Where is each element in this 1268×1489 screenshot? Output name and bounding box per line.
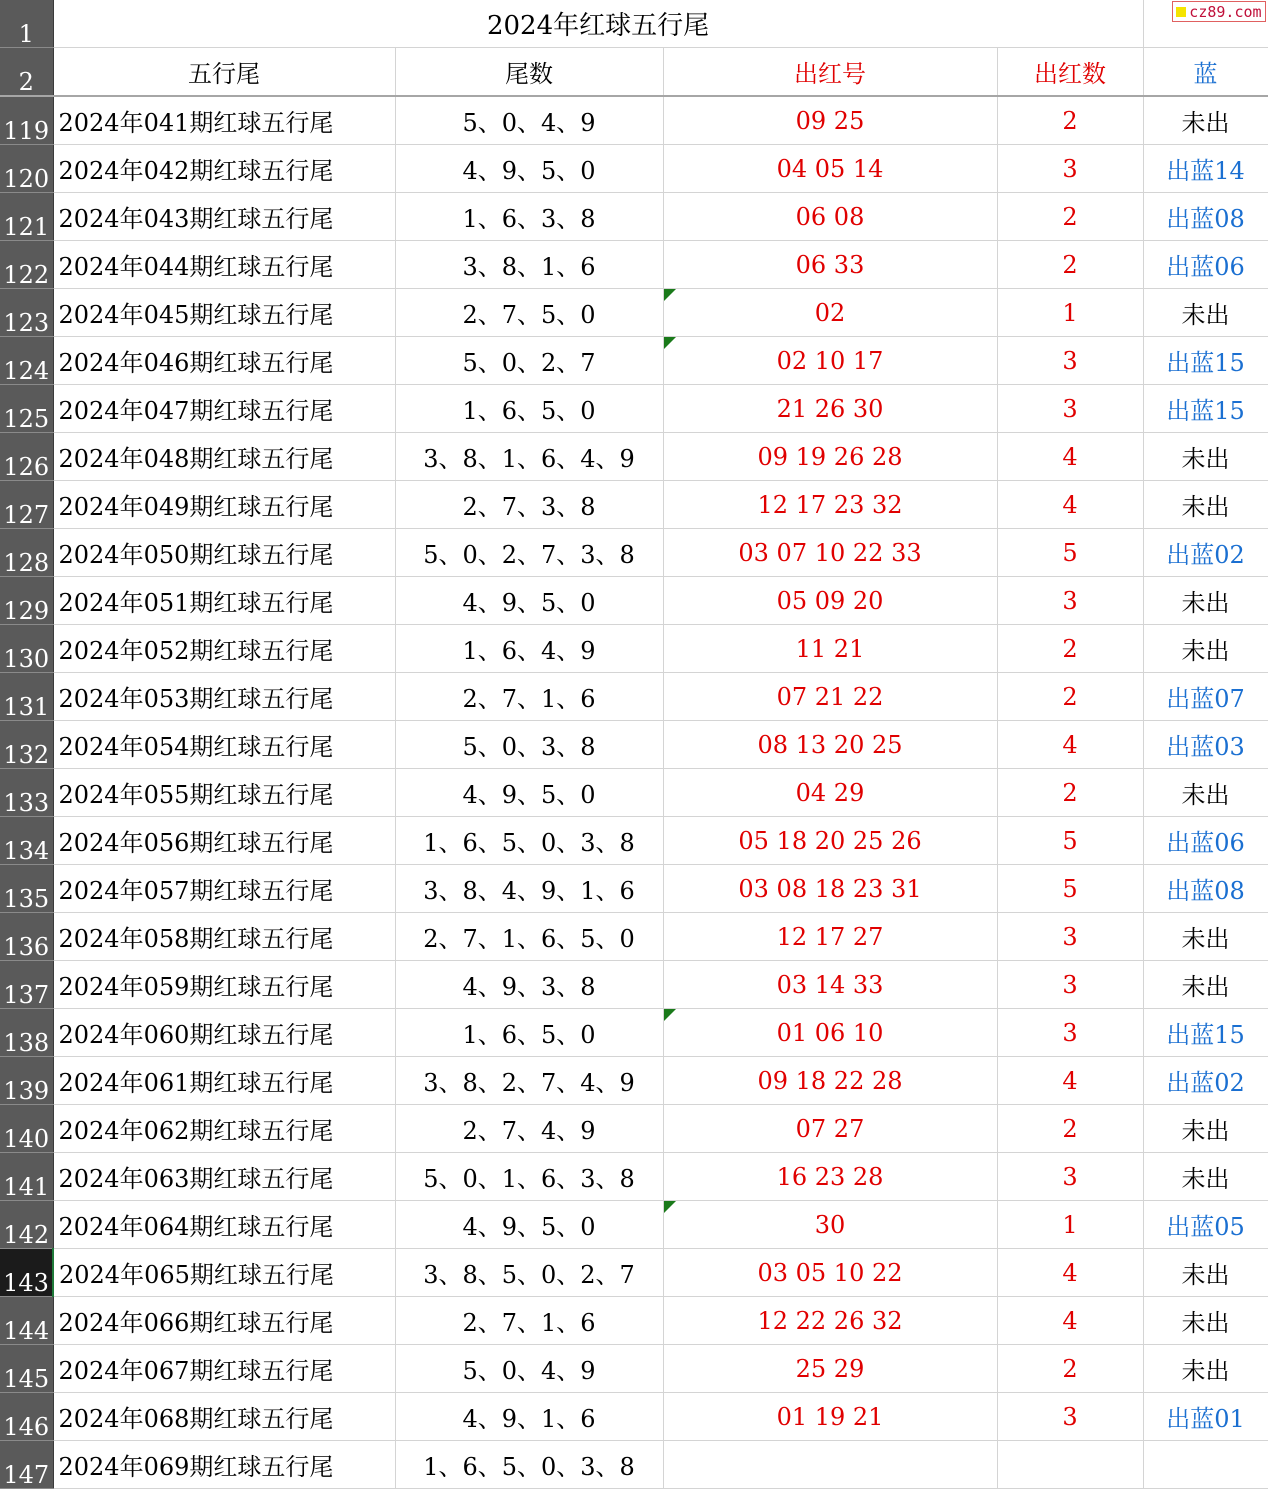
row-header[interactable]: 147 <box>0 1441 53 1489</box>
tail-digits-cell[interactable]: 4、9、5、0 <box>395 145 663 193</box>
row-header[interactable]: 122 <box>0 241 53 289</box>
red-numbers-cell[interactable]: 08 13 20 25 <box>663 721 997 769</box>
row-header[interactable]: 2 <box>0 48 53 97</box>
red-numbers-cell[interactable]: 12 17 23 32 <box>663 481 997 529</box>
table-row <box>0 1057 1268 1105</box>
tail-digits-cell[interactable]: 3、8、1、6 <box>395 241 663 289</box>
logo-square-icon <box>1176 7 1186 17</box>
period-name-cell[interactable]: 2024年045期红球五行尾 <box>53 289 395 337</box>
column-header-count[interactable]: 出红数 <box>997 48 1143 97</box>
comment-marker-icon <box>664 289 676 301</box>
tail-digits-cell[interactable]: 5、0、4、9 <box>395 1345 663 1393</box>
blue-result-cell[interactable]: 出蓝02 <box>1143 1057 1268 1105</box>
blue-result-cell[interactable]: 出蓝15 <box>1143 1009 1268 1057</box>
blue-result-cell[interactable]: 未出 <box>1143 769 1268 817</box>
tail-digits-cell[interactable]: 4、9、5、0 <box>395 577 663 625</box>
title-row <box>0 0 1268 48</box>
comment-marker-icon <box>664 1009 676 1021</box>
table-row <box>0 817 1268 865</box>
tail-digits-cell[interactable]: 5、0、1、6、3、8 <box>395 1153 663 1201</box>
red-numbers-cell[interactable]: 09 25 <box>663 96 997 145</box>
period-name-cell[interactable]: 2024年064期红球五行尾 <box>53 1201 395 1249</box>
red-count-cell[interactable]: 3 <box>997 1009 1143 1057</box>
tail-digits-cell[interactable]: 2、7、4、9 <box>395 1105 663 1153</box>
red-numbers-cell[interactable]: 09 18 22 28 <box>663 1057 997 1105</box>
blue-result-cell[interactable]: 出蓝02 <box>1143 529 1268 577</box>
row-header[interactable]: 142 <box>0 1201 53 1249</box>
row-header[interactable]: 139 <box>0 1057 53 1105</box>
row-header[interactable]: 136 <box>0 913 53 961</box>
table-row <box>0 961 1268 1009</box>
period-name-cell[interactable]: 2024年059期红球五行尾 <box>53 961 395 1009</box>
tail-digits-cell[interactable]: 4、9、1、6 <box>395 1393 663 1441</box>
table-row <box>0 1345 1268 1393</box>
blue-result-cell[interactable]: 未出 <box>1143 1297 1268 1345</box>
period-name-cell[interactable]: 2024年065期红球五行尾 <box>53 1249 395 1297</box>
red-numbers-cell[interactable]: 07 27 <box>663 1105 997 1153</box>
red-numbers-cell[interactable]: 05 09 20 <box>663 577 997 625</box>
blue-result-cell[interactable]: 未出 <box>1143 433 1268 481</box>
red-numbers-cell[interactable]: 12 17 27 <box>663 913 997 961</box>
blue-result-cell[interactable] <box>1143 1441 1268 1489</box>
row-header[interactable]: 137 <box>0 961 53 1009</box>
table-row <box>0 96 1268 145</box>
red-count-cell[interactable]: 3 <box>997 385 1143 433</box>
period-name-cell[interactable]: 2024年066期红球五行尾 <box>53 1297 395 1345</box>
red-count-cell[interactable]: 4 <box>997 433 1143 481</box>
table-row <box>0 481 1268 529</box>
period-name-cell[interactable]: 2024年053期红球五行尾 <box>53 673 395 721</box>
red-numbers-cell[interactable]: 01 19 21 <box>663 1393 997 1441</box>
period-name-cell[interactable]: 2024年049期红球五行尾 <box>53 481 395 529</box>
red-count-cell[interactable]: 3 <box>997 145 1143 193</box>
red-numbers-cell[interactable]: 03 14 33 <box>663 961 997 1009</box>
period-name-cell[interactable]: 2024年052期红球五行尾 <box>53 625 395 673</box>
row-header[interactable]: 146 <box>0 1393 53 1441</box>
tail-digits-cell[interactable]: 2、7、3、8 <box>395 481 663 529</box>
site-logo <box>1172 1 1265 22</box>
period-name-cell[interactable]: 2024年050期红球五行尾 <box>53 529 395 577</box>
blue-result-cell[interactable]: 未出 <box>1143 481 1268 529</box>
blue-result-cell[interactable]: 未出 <box>1143 1249 1268 1297</box>
table-row <box>0 673 1268 721</box>
tail-digits-cell[interactable]: 4、9、3、8 <box>395 961 663 1009</box>
period-name-cell[interactable]: 2024年069期红球五行尾 <box>53 1441 395 1489</box>
tail-digits-cell[interactable]: 3、8、4、9、1、6 <box>395 865 663 913</box>
red-count-cell[interactable]: 1 <box>997 1201 1143 1249</box>
row-header[interactable]: 130 <box>0 625 53 673</box>
red-count-cell[interactable]: 2 <box>997 241 1143 289</box>
period-name-cell[interactable]: 2024年058期红球五行尾 <box>53 913 395 961</box>
table-row <box>0 241 1268 289</box>
blue-result-cell[interactable]: 出蓝08 <box>1143 865 1268 913</box>
tail-digits-cell[interactable]: 5、0、4、9 <box>395 96 663 145</box>
red-count-cell[interactable]: 4 <box>997 1057 1143 1105</box>
table-row <box>0 289 1268 337</box>
tail-digits-cell[interactable]: 1、6、3、8 <box>395 193 663 241</box>
tail-digits-cell[interactable]: 2、7、1、6 <box>395 673 663 721</box>
period-name-cell[interactable]: 2024年056期红球五行尾 <box>53 817 395 865</box>
table-row <box>0 1201 1268 1249</box>
row-header[interactable]: 128 <box>0 529 53 577</box>
period-name-cell[interactable]: 2024年062期红球五行尾 <box>53 1105 395 1153</box>
row-header[interactable]: 145 <box>0 1345 53 1393</box>
row-header[interactable]: 123 <box>0 289 53 337</box>
blue-result-cell[interactable]: 未出 <box>1143 1345 1268 1393</box>
red-numbers-cell[interactable]: 05 18 20 25 26 <box>663 817 997 865</box>
red-numbers-cell[interactable]: 12 22 26 32 <box>663 1297 997 1345</box>
blue-result-cell[interactable]: 出蓝05 <box>1143 1201 1268 1249</box>
table-row <box>0 1009 1268 1057</box>
period-name-cell[interactable]: 2024年055期红球五行尾 <box>53 769 395 817</box>
row-header[interactable]: 125 <box>0 385 53 433</box>
blue-result-cell[interactable]: 未出 <box>1143 913 1268 961</box>
red-numbers-cell[interactable]: 03 05 10 22 <box>663 1249 997 1297</box>
red-numbers-cell[interactable]: 09 19 26 28 <box>663 433 997 481</box>
table-row <box>0 385 1268 433</box>
blue-result-cell[interactable]: 出蓝01 <box>1143 1393 1268 1441</box>
red-count-cell[interactable]: 4 <box>997 721 1143 769</box>
blue-result-cell[interactable]: 出蓝08 <box>1143 193 1268 241</box>
comment-marker-icon <box>664 337 676 349</box>
table-row <box>0 1393 1268 1441</box>
tail-digits-cell[interactable]: 1、6、5、0 <box>395 1009 663 1057</box>
row-header[interactable]: 135 <box>0 865 53 913</box>
red-numbers-cell[interactable] <box>663 1441 997 1489</box>
red-count-cell[interactable]: 2 <box>997 769 1143 817</box>
red-count-cell[interactable]: 4 <box>997 481 1143 529</box>
row-header[interactable]: 133 <box>0 769 53 817</box>
red-numbers-cell[interactable]: 16 23 28 <box>663 1153 997 1201</box>
red-count-cell[interactable]: 5 <box>997 865 1143 913</box>
red-numbers-cell[interactable]: 04 29 <box>663 769 997 817</box>
row-header[interactable]: 144 <box>0 1297 53 1345</box>
sheet-title[interactable]: 2024年红球五行尾 <box>53 0 1143 48</box>
period-name-cell[interactable]: 2024年063期红球五行尾 <box>53 1153 395 1201</box>
row-header[interactable]: 126 <box>0 433 53 481</box>
red-count-cell[interactable] <box>997 1441 1143 1489</box>
table-row <box>0 433 1268 481</box>
red-count-cell[interactable]: 5 <box>997 529 1143 577</box>
blue-result-cell[interactable]: 出蓝06 <box>1143 817 1268 865</box>
logo-text: cz89.com <box>1189 2 1262 21</box>
red-count-cell[interactable]: 3 <box>997 1393 1143 1441</box>
tail-digits-cell[interactable]: 2、7、5、0 <box>395 289 663 337</box>
red-count-cell[interactable]: 3 <box>997 1153 1143 1201</box>
red-numbers-cell[interactable]: 03 07 10 22 33 <box>663 529 997 577</box>
row-header[interactable]: 138 <box>0 1009 53 1057</box>
tail-digits-cell[interactable]: 4、9、5、0 <box>395 1201 663 1249</box>
red-count-cell[interactable]: 3 <box>997 577 1143 625</box>
red-numbers-cell[interactable]: 25 29 <box>663 1345 997 1393</box>
table-row <box>0 625 1268 673</box>
tail-digits-cell[interactable]: 4、9、5、0 <box>395 769 663 817</box>
row-header[interactable]: 124 <box>0 337 53 385</box>
blue-result-cell[interactable]: 出蓝03 <box>1143 721 1268 769</box>
red-count-cell[interactable]: 2 <box>997 673 1143 721</box>
table-row <box>0 1441 1268 1489</box>
red-numbers-cell[interactable]: 11 21 <box>663 625 997 673</box>
red-count-cell[interactable]: 3 <box>997 337 1143 385</box>
period-name-cell[interactable]: 2024年054期红球五行尾 <box>53 721 395 769</box>
row-header[interactable]: 119 <box>0 96 53 145</box>
table-row <box>0 865 1268 913</box>
period-name-cell[interactable]: 2024年042期红球五行尾 <box>53 145 395 193</box>
column-header-red[interactable]: 出红号 <box>663 48 997 97</box>
period-name-cell[interactable]: 2024年041期红球五行尾 <box>53 96 395 145</box>
red-count-cell[interactable]: 2 <box>997 1345 1143 1393</box>
tail-digits-cell[interactable]: 3、8、2、7、4、9 <box>395 1057 663 1105</box>
red-numbers-cell[interactable]: 07 21 22 <box>663 673 997 721</box>
tail-digits-cell[interactable]: 2、7、1、6、5、0 <box>395 913 663 961</box>
row-header[interactable]: 141 <box>0 1153 53 1201</box>
tail-digits-cell[interactable]: 1、6、5、0、3、8 <box>395 817 663 865</box>
period-name-cell[interactable]: 2024年047期红球五行尾 <box>53 385 395 433</box>
blue-result-cell[interactable]: 出蓝14 <box>1143 145 1268 193</box>
red-numbers-cell[interactable]: 01 06 10 <box>663 1009 997 1057</box>
blue-result-cell[interactable]: 未出 <box>1143 289 1268 337</box>
comment-marker-icon <box>664 1201 676 1213</box>
red-count-cell[interactable]: 5 <box>997 817 1143 865</box>
red-numbers-cell[interactable]: 30 <box>663 1201 997 1249</box>
red-count-cell[interactable]: 4 <box>997 1249 1143 1297</box>
tail-digits-cell[interactable]: 3、8、5、0、2、7 <box>395 1249 663 1297</box>
table-row <box>0 1153 1268 1201</box>
red-count-cell[interactable]: 2 <box>997 625 1143 673</box>
period-name-cell[interactable]: 2024年048期红球五行尾 <box>53 433 395 481</box>
period-name-cell[interactable]: 2024年060期红球五行尾 <box>53 1009 395 1057</box>
row-header[interactable]: 121 <box>0 193 53 241</box>
red-count-cell[interactable]: 2 <box>997 193 1143 241</box>
table-row <box>0 769 1268 817</box>
row-header[interactable]: 140 <box>0 1105 53 1153</box>
table-row <box>0 577 1268 625</box>
red-numbers-cell[interactable]: 02 10 17 <box>663 337 997 385</box>
blue-result-cell[interactable]: 出蓝15 <box>1143 385 1268 433</box>
row-header[interactable]: 134 <box>0 817 53 865</box>
red-numbers-cell[interactable]: 03 08 18 23 31 <box>663 865 997 913</box>
period-name-cell[interactable]: 2024年043期红球五行尾 <box>53 193 395 241</box>
period-name-cell[interactable]: 2024年044期红球五行尾 <box>53 241 395 289</box>
column-header-name[interactable]: 五行尾 <box>53 48 395 97</box>
blue-result-cell[interactable]: 未出 <box>1143 625 1268 673</box>
tail-digits-cell[interactable]: 5、0、2、7、3、8 <box>395 529 663 577</box>
blue-result-cell[interactable]: 未出 <box>1143 1105 1268 1153</box>
red-numbers-cell[interactable]: 21 26 30 <box>663 385 997 433</box>
row-header[interactable]: 120 <box>0 145 53 193</box>
red-numbers-cell[interactable]: 04 05 14 <box>663 145 997 193</box>
table-row <box>0 1249 1268 1297</box>
header-row <box>0 48 1268 97</box>
table-row <box>0 193 1268 241</box>
blue-result-cell[interactable]: 未出 <box>1143 961 1268 1009</box>
tail-digits-cell[interactable]: 1、6、5、0、3、8 <box>395 1441 663 1489</box>
table-row <box>0 529 1268 577</box>
table-row <box>0 913 1268 961</box>
red-numbers-cell[interactable]: 06 08 <box>663 193 997 241</box>
tail-digits-cell[interactable]: 1、6、5、0 <box>395 385 663 433</box>
tail-digits-cell[interactable]: 2、7、1、6 <box>395 1297 663 1345</box>
row-header[interactable]: 131 <box>0 673 53 721</box>
blue-result-cell[interactable]: 未出 <box>1143 1153 1268 1201</box>
table-row <box>0 145 1268 193</box>
table-row <box>0 1297 1268 1345</box>
row-header[interactable]: 129 <box>0 577 53 625</box>
red-count-cell[interactable]: 2 <box>997 96 1143 145</box>
blue-result-cell[interactable]: 未出 <box>1143 96 1268 145</box>
blue-result-cell[interactable]: 出蓝06 <box>1143 241 1268 289</box>
tail-digits-cell[interactable]: 3、8、1、6、4、9 <box>395 433 663 481</box>
period-name-cell[interactable]: 2024年051期红球五行尾 <box>53 577 395 625</box>
table-row <box>0 1105 1268 1153</box>
column-header-tail[interactable]: 尾数 <box>395 48 663 97</box>
red-numbers-cell[interactable]: 06 33 <box>663 241 997 289</box>
row-header[interactable]: 127 <box>0 481 53 529</box>
watermark-cell[interactable] <box>1143 0 1268 48</box>
tail-digits-cell[interactable]: 5、0、2、7 <box>395 337 663 385</box>
table-row <box>0 337 1268 385</box>
red-count-cell[interactable]: 1 <box>997 289 1143 337</box>
period-name-cell[interactable]: 2024年057期红球五行尾 <box>53 865 395 913</box>
row-header[interactable]: 143 <box>0 1249 53 1297</box>
red-count-cell[interactable]: 3 <box>997 961 1143 1009</box>
red-count-cell[interactable]: 3 <box>997 913 1143 961</box>
tail-digits-cell[interactable]: 1、6、4、9 <box>395 625 663 673</box>
blue-result-cell[interactable]: 出蓝15 <box>1143 337 1268 385</box>
red-count-cell[interactable]: 4 <box>997 1297 1143 1345</box>
row-header[interactable]: 132 <box>0 721 53 769</box>
red-numbers-cell[interactable]: 02 <box>663 289 997 337</box>
period-name-cell[interactable]: 2024年046期红球五行尾 <box>53 337 395 385</box>
blue-result-cell[interactable]: 未出 <box>1143 577 1268 625</box>
period-name-cell[interactable]: 2024年067期红球五行尾 <box>53 1345 395 1393</box>
row-header[interactable]: 1 <box>0 0 53 48</box>
column-header-blue[interactable]: 蓝 <box>1143 48 1268 97</box>
table-row <box>0 721 1268 769</box>
red-count-cell[interactable]: 2 <box>997 1105 1143 1153</box>
period-name-cell[interactable]: 2024年068期红球五行尾 <box>53 1393 395 1441</box>
tail-digits-cell[interactable]: 5、0、3、8 <box>395 721 663 769</box>
blue-result-cell[interactable]: 出蓝07 <box>1143 673 1268 721</box>
period-name-cell[interactable]: 2024年061期红球五行尾 <box>53 1057 395 1105</box>
